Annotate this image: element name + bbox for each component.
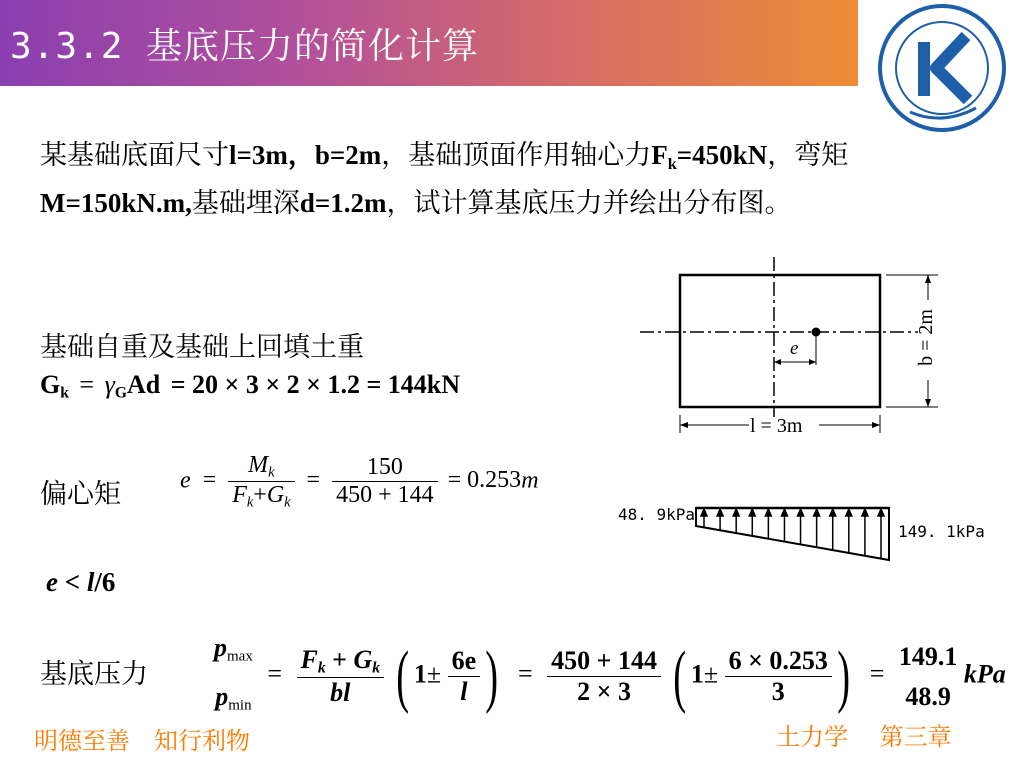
problem-text-1: 某基础底面尺寸 <box>40 140 229 171</box>
max-pressure-label: 149. 1kPa <box>898 522 985 541</box>
axial-force-value: =450kN <box>676 140 768 170</box>
eccentricity-condition: e < l/6 <box>46 567 116 597</box>
dimensions-text: l=3m，b=2m <box>229 140 382 170</box>
min-pressure-label: 48. 9kPa <box>618 505 696 524</box>
university-logo <box>862 0 1024 134</box>
eccentricity-formula: e = $\frac{M_k}{F_k+G_k}$ = $\frac{150}{450 + 144}$ = 0.253m <box>180 452 539 511</box>
base-pressure-label: 基底压力 <box>40 659 148 690</box>
moment-text: M=150kN.m, <box>40 187 192 218</box>
axial-force-symbol: $F_k$ <box>651 140 677 173</box>
depth-text: d=1.2m <box>299 187 387 218</box>
problem-statement <box>40 136 990 223</box>
eccentricity-label: e <box>790 338 799 359</box>
logo-emblem-icon <box>862 0 1024 134</box>
length-label: l = 3m <box>750 415 803 437</box>
problem-text-5: ，试计算基底压力并绘出分布图。 <box>386 187 792 219</box>
slide-title: 3.3.2 基底压力的简化计算 <box>10 26 480 67</box>
problem-text-3: ，弯矩 <box>767 140 849 171</box>
eccentricity-text: 偏心矩 <box>40 479 121 510</box>
self-weight-formula: $G_k = \gamma_GAd = 20 \times 3 \times 2 \times 1.2 = 144kN$ <box>40 370 461 402</box>
footer-motto: 明德至善 知行利物 <box>34 727 250 755</box>
base-pressure-formula: $p_{max}$ $p_{min}$ = $\frac{F_k + G_k}{bl}$ ( 1± $\frac{6e}{l}$ ) = $\frac{450 + 144}{2 \times 3}$ ( 1± $\frac{6 \times 0.253}{3}$ ) = 149.1 48.9 kPa <box>214 633 1006 715</box>
problem-text-4: 基础埋深 <box>191 187 300 219</box>
footer-course-chapter: 土力学 第三章 <box>776 723 952 751</box>
self-weight-label: 基础自重及基础上回填土重 <box>40 332 364 363</box>
problem-text-2: ，基础顶面作用轴心力 <box>381 140 652 171</box>
width-label: b = 2m <box>914 309 937 366</box>
